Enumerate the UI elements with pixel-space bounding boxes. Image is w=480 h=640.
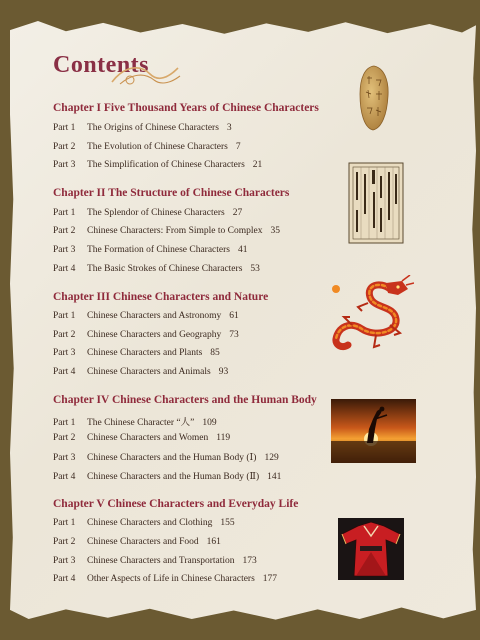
traditional-robe-icon [338,518,404,580]
sunset-silhouette-icon [331,399,416,463]
page-number: 73 [229,330,239,340]
toc-entry[interactable] [53,452,279,463]
part-title: Other Aspects of Life in Chinese Characters [87,574,255,584]
part-label: Part 2 [53,330,76,340]
part-title: Chinese Characters and the Human Body (Ⅰ) [87,453,257,463]
part-label: Part 3 [53,245,76,255]
part-label: Part 3 [53,348,76,358]
toc-entry[interactable] [53,556,257,566]
toc-entry[interactable] [53,245,248,255]
page-number: 177 [262,574,278,584]
part-title: Chinese Characters and Plants [87,348,203,358]
part-title: Chinese Characters and Geography [87,330,222,340]
toc-entry[interactable] [53,433,230,443]
toc-entry[interactable] [53,226,280,236]
part-title: Chinese Characters: From Simple to Complex [87,226,263,236]
part-title: Chinese Characters and the Human Body (Ⅱ) [87,472,260,482]
oracle-bone-icon [358,64,390,132]
toc-entry[interactable] [53,574,277,584]
part-title: Chinese Characters and Transportation [87,556,235,566]
page-number: 173 [242,556,257,566]
toc-entry[interactable] [53,471,281,482]
part-title: The Simplification of Chinese Characters [87,160,245,170]
part-label: Part 1 [53,123,76,133]
toc-entry[interactable] [53,348,220,358]
page-number: 7 [235,142,241,152]
page-number: 109 [202,418,217,428]
part-label: Part 4 [53,472,76,482]
part-label: Part 1 [53,208,76,218]
part-label: Part 1 [53,311,76,321]
toc-entry[interactable] [53,160,262,170]
page-number: 155 [220,518,235,528]
toc-entry[interactable] [53,264,260,274]
page-number: 93 [218,367,229,377]
page-number: 119 [216,433,231,443]
part-title: The Formation of Chinese Characters [87,245,230,255]
page-number: 35 [270,226,280,236]
toc-entry[interactable] [53,208,242,218]
page-number: 41 [238,245,248,255]
part-label: Part 1 [53,418,76,428]
part-title: Chinese Characters and Food [87,537,199,547]
part-label: Part 4 [53,264,76,274]
toc-entry[interactable] [53,367,228,377]
chapter-heading: Chapter II The Structure of Chinese Characters [53,187,290,199]
part-label: Part 4 [53,367,76,377]
page-number: 141 [267,472,282,482]
page-number: 85 [210,348,220,358]
page-number: 61 [229,311,239,321]
toc-entry[interactable] [53,518,235,528]
part-title: Chinese Characters and Animals [87,367,211,377]
part-title: The Basic Strokes of Chinese Characters [87,264,243,274]
chapter-heading: Chapter III Chinese Characters and Nature [53,291,269,303]
chapter-heading: Chapter IV Chinese Characters and the Human Body [53,394,317,406]
part-label: Part 2 [53,142,76,152]
part-title: The Chinese Character “人” [87,418,195,428]
part-label: Part 3 [53,556,76,566]
part-label: Part 2 [53,537,76,547]
page-number: 3 [226,123,232,133]
part-label: Part 2 [53,433,76,443]
part-label: Part 4 [53,574,76,584]
toc-entry[interactable] [53,414,217,428]
part-label: Part 3 [53,453,76,463]
toc-entry[interactable] [53,123,232,133]
chapter-heading: Chapter I Five Thousand Years of Chinese Characters [53,102,319,114]
toc-entry[interactable] [53,330,239,340]
dragon-icon [328,275,414,353]
part-label: Part 2 [53,226,76,236]
part-label: Part 3 [53,160,76,170]
part-title: Chinese Characters and Astronomy [87,311,222,321]
page-number: 27 [232,208,243,218]
toc-entry[interactable] [53,311,239,321]
part-title: Chinese Characters and Clothing [87,518,213,528]
part-title: The Evolution of Chinese Characters [87,142,228,152]
page-number: 161 [206,537,221,547]
ornament-swirl-icon [110,60,182,90]
part-title: The Splendor of Chinese Characters [87,208,225,218]
chapter-heading: Chapter V Chinese Characters and Everyday Life [53,498,299,510]
page-number: 53 [250,264,260,274]
part-title: Chinese Characters and Women [87,433,209,443]
ancient-book-icon [348,162,404,244]
page-number: 129 [264,453,279,463]
toc-entry[interactable] [53,537,221,547]
page-number: 21 [252,160,263,170]
toc-entry[interactable] [53,142,241,152]
part-label: Part 1 [53,518,76,528]
part-title: The Origins of Chinese Characters [87,123,219,133]
page-title: Contents [53,52,150,78]
